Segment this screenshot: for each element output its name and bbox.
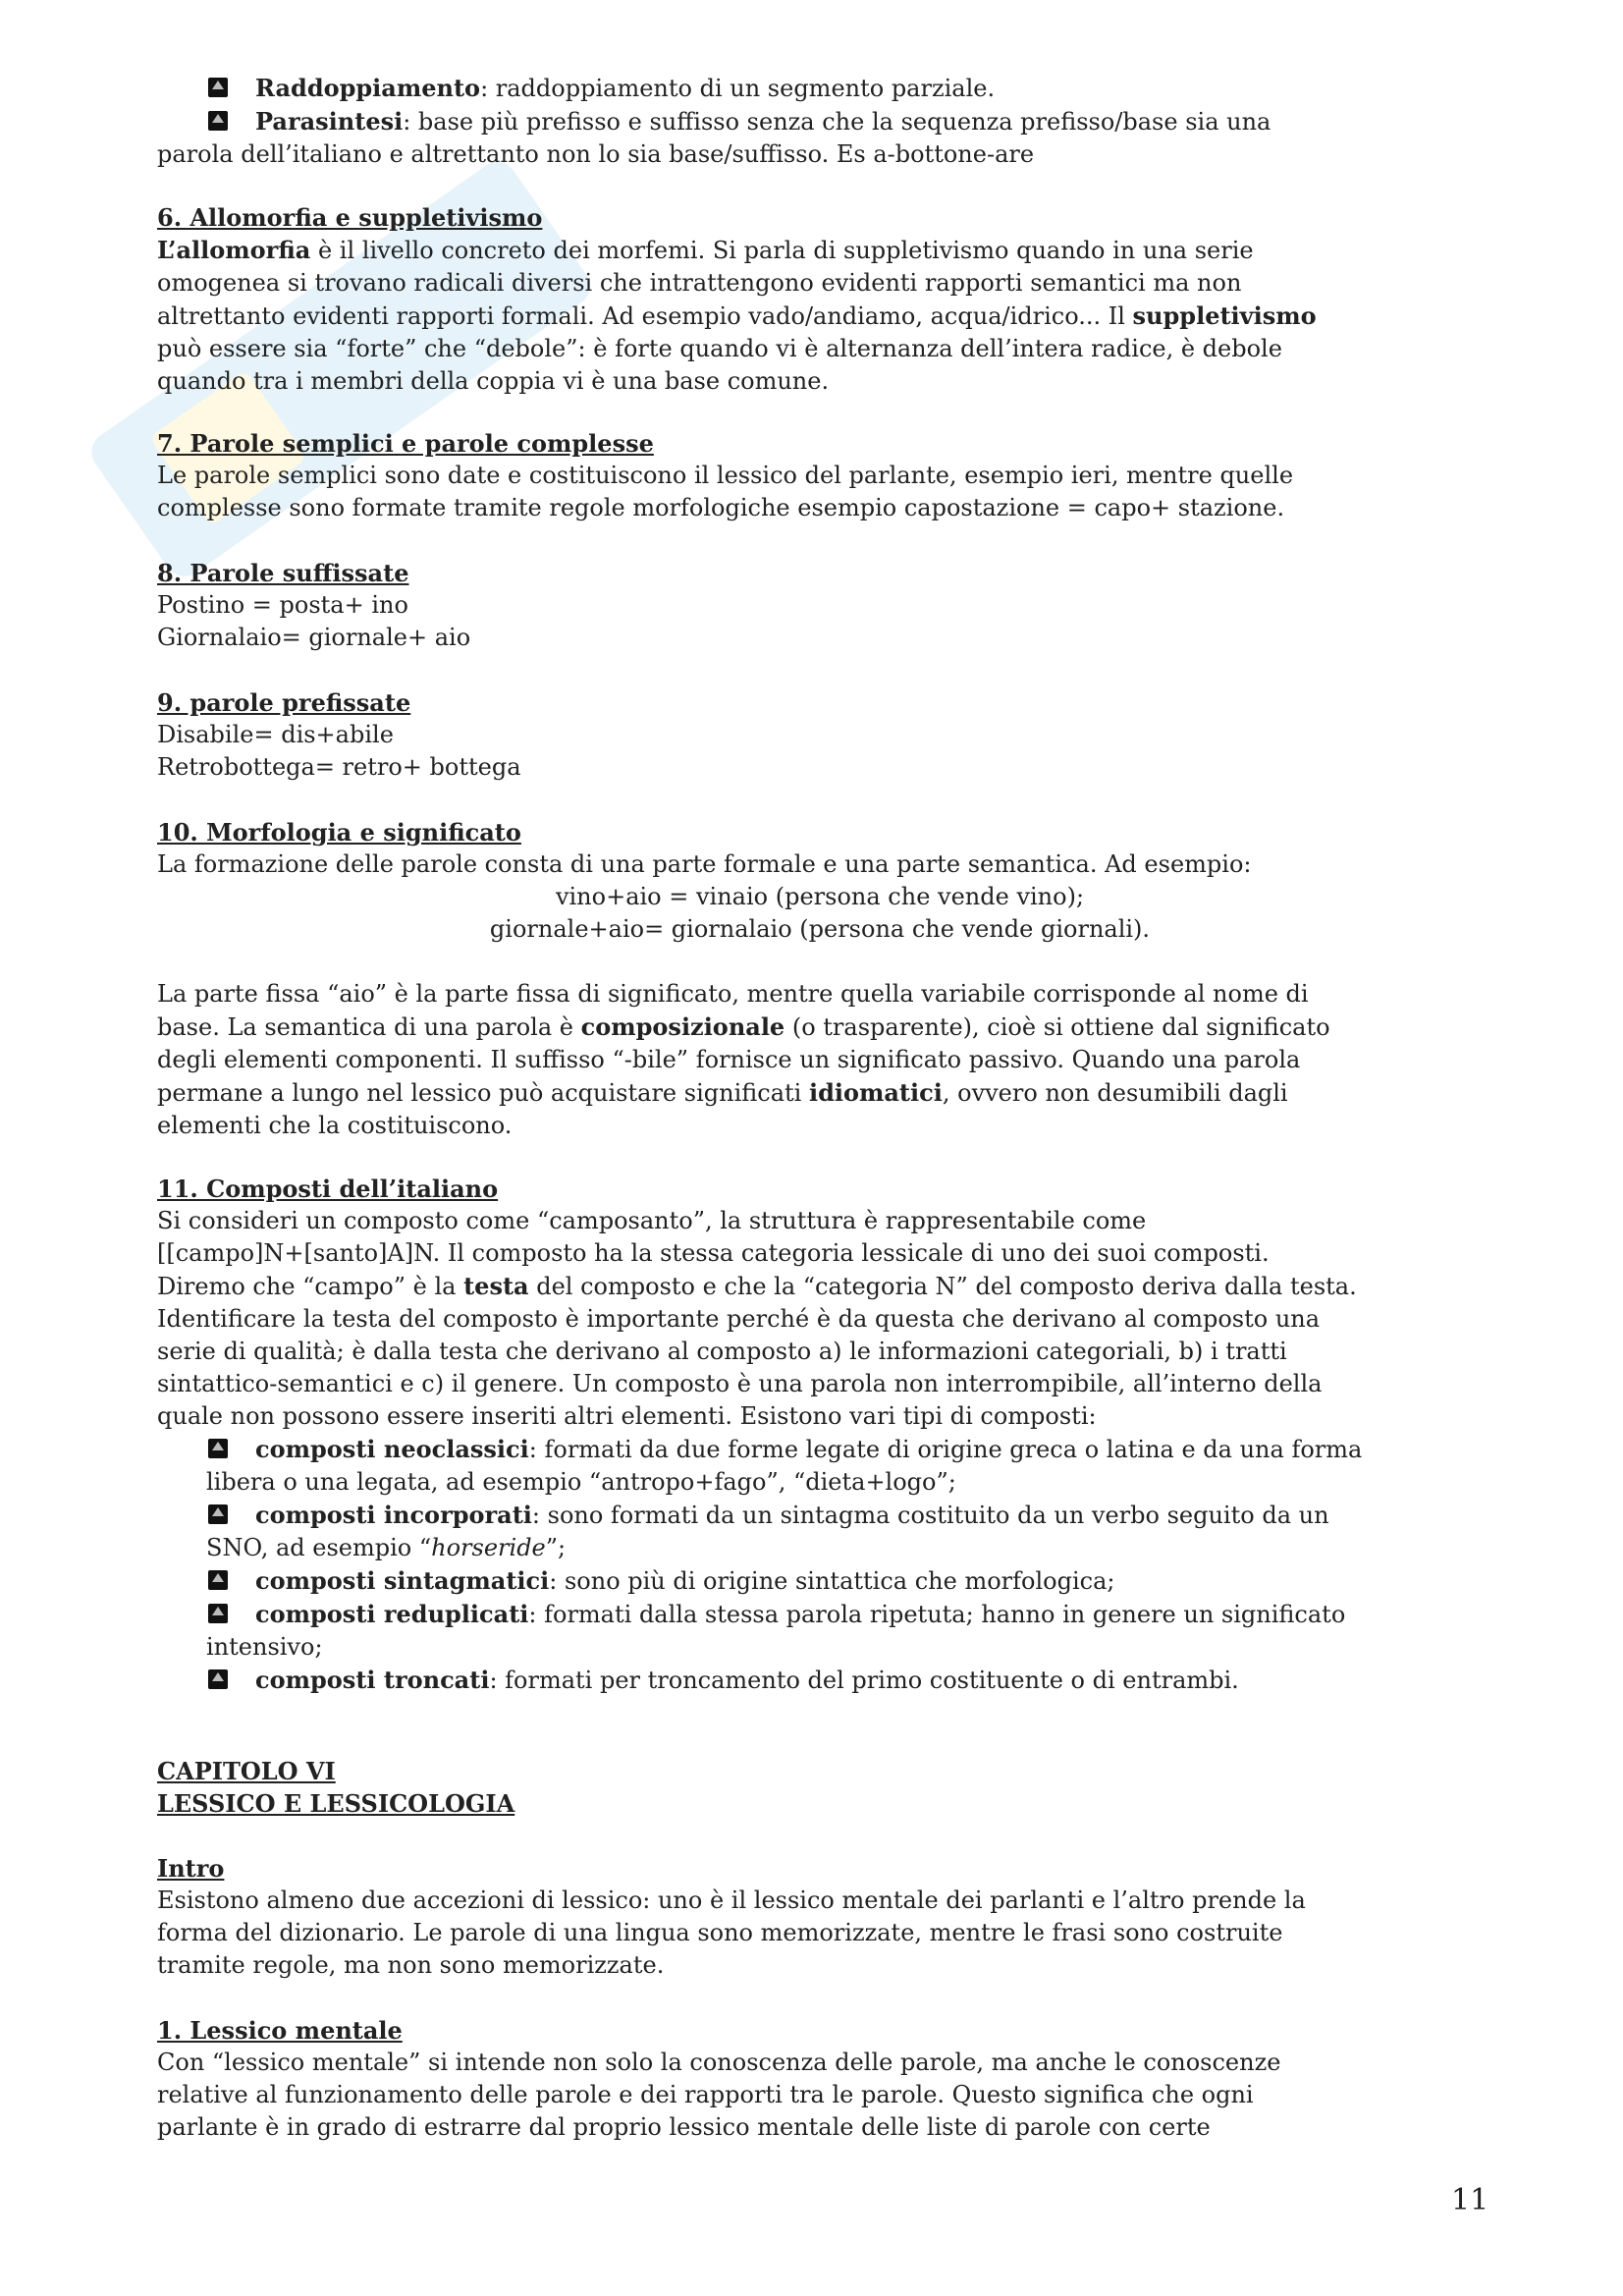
list-item <box>157 1564 1483 1598</box>
example-line: Retrobottega= retro+ bottega <box>157 753 521 781</box>
term: composizionale <box>580 1012 785 1041</box>
definition: : formati da due forme legate di origine greca o latina e da una forma <box>528 1436 1363 1463</box>
definition: : sono formati da un sintagma costituito da un verbo seguito da un <box>531 1502 1329 1529</box>
section-heading: 9. parole prefissate <box>157 688 411 717</box>
paragraph-line: Esistono almeno due accezioni di lessico: uno è il lessico mentale dei parlanti e l’altro prende la <box>157 1886 1306 1914</box>
bullet-arrow-icon <box>208 1439 228 1458</box>
paragraph-line: Con “lessico mentale” si intende non solo la conoscenza delle parole, ma anche le conoscenze <box>157 2049 1281 2076</box>
list-item <box>157 1499 1483 1532</box>
paragraph-line: complesse sono formate tramite regole morfologiche esempio capostazione = capo+ stazione. <box>157 494 1285 521</box>
term: composti neoclassici <box>255 1435 529 1463</box>
definition: : sono più di origine sintattica che morfologica; <box>549 1567 1115 1595</box>
example-line: Disabile= dis+abile <box>157 721 394 748</box>
example-line: Giornalaio= giornale+ aio <box>157 624 471 651</box>
section-8 <box>157 557 1483 654</box>
list-item <box>157 1664 1483 1697</box>
paragraph-line: [[campo]N+[santo]A]N. Il composto ha la stessa categoria lessicale di uno dei suoi composti. <box>157 1239 1270 1267</box>
example-line: Postino = posta+ ino <box>157 591 408 619</box>
text: , ovvero non desumibili dagli <box>942 1079 1288 1107</box>
text: è il livello concreto dei morfemi. Si parla di suppletivismo quando in una serie <box>310 237 1254 264</box>
paragraph-line: La parte fissa “aio” è la parte fissa di significato, mentre quella variabile corrisponde al nome di <box>157 980 1309 1008</box>
bullet-arrow-icon <box>208 1570 228 1590</box>
paragraph-line: parlante è in grado di estrarre dal proprio lessico mentale delle liste di parole con certe <box>157 2113 1211 2141</box>
paragraph-line: forma del dizionario. Le parole di una lingua sono memorizzate, mentre le frasi sono costruite <box>157 1919 1283 1946</box>
section-heading: 1. Lessico mentale <box>157 2016 403 2045</box>
paragraph-line: relative al funzionamento delle parole e dei rapporti tra le parole. Questo significa che ogni <box>157 2081 1254 2108</box>
chapter-heading <box>157 1755 1483 1820</box>
paragraph-line: omogenea si trovano radicali diversi che intrattengono evidenti rapporti semantici ma non <box>157 269 1242 297</box>
definition: : base più prefisso e suffisso senza che la sequenza prefisso/base sia una <box>403 108 1271 136</box>
paragraph-line: Si consideri un composto come “camposanto”, la struttura è rappresentabile come <box>157 1207 1147 1234</box>
definition: : formati per troncamento del primo costituente o di entrambi. <box>489 1667 1239 1694</box>
bullet-arrow-icon <box>208 111 228 131</box>
paragraph-line: sintattico-semantici e c) il genere. Un composto è una parola non interrompibile, all’interno della <box>157 1370 1323 1397</box>
term: composti troncati <box>255 1666 490 1694</box>
paragraph-line: Identificare la testa del composto è importante perché è da questa che derivano al composto una <box>157 1305 1321 1333</box>
bullet-arrow-icon <box>208 1669 228 1689</box>
section-6 <box>157 201 1483 398</box>
list-item <box>157 1598 1483 1631</box>
paragraph-line <box>157 1011 1483 1044</box>
section-heading: Intro <box>157 1854 225 1883</box>
text: (o trasparente), cioè si ottiene dal significato <box>784 1013 1330 1041</box>
paragraph-line: degli elementi componenti. Il suffisso “-bile” fornisce un significato passivo. Quando una parola <box>157 1046 1301 1073</box>
section-heading: 7. Parole semplici e parole complesse <box>157 429 654 458</box>
list-item <box>157 105 1483 138</box>
page-number: 11 <box>1451 2183 1489 2217</box>
section-heading: 8. Parole suffissate <box>157 559 409 587</box>
term: composti reduplicati <box>255 1600 529 1628</box>
definition-continued: parola dell’italiano e altrettanto non lo sia base/suffisso. Es a-bottone-are <box>157 140 1035 168</box>
term: composti sintagmatici <box>255 1566 550 1595</box>
section-intro <box>157 1852 1483 1982</box>
text: altrettanto evidenti rapporti formali. Ad esempio vado/andiamo, acqua/idrico... Il <box>157 302 1133 330</box>
bullet-arrow-icon <box>208 1504 228 1524</box>
term: L’allomorfia <box>157 236 311 264</box>
paragraph-line <box>157 1270 1483 1303</box>
text: permane a lungo nel lessico può acquistare significati <box>157 1079 809 1107</box>
text: base. La semantica di una parola è <box>157 1013 581 1041</box>
definition: : formati dalla stessa parola ripetuta; hanno in genere un significato <box>528 1601 1346 1628</box>
chapter-title: LESSICO E LESSICOLOGIA <box>157 1789 515 1818</box>
definition-continued: intensivo; <box>206 1633 323 1661</box>
paragraph <box>157 234 1483 267</box>
paragraph-line: La formazione delle parole consta di una parte formale e una parte semantica. Ad esempio: <box>157 850 1252 878</box>
text: Diremo che “campo” è la <box>157 1273 464 1300</box>
paragraph-line: può essere sia “forte” che “debole”: è forte quando vi è alternanza dell’intera radice, è debole <box>157 335 1282 362</box>
example-word: horseride <box>431 1534 546 1561</box>
list-item <box>157 72 1483 105</box>
term: idiomatici <box>808 1078 943 1107</box>
paragraph-line: Le parole semplici sono date e costituiscono il lessico del parlante, esempio ieri, mentre quelle <box>157 462 1294 489</box>
bullet-arrow-icon <box>208 1604 228 1623</box>
term: testa <box>463 1272 529 1300</box>
term: suppletivismo <box>1132 301 1317 330</box>
definition-continued: libera o una legata, ad esempio “antropo+fago”, “dieta+logo”; <box>206 1468 956 1496</box>
paragraph-line <box>157 300 1483 333</box>
term: Parasintesi <box>255 107 404 136</box>
section-9 <box>157 686 1483 784</box>
example-line: vino+aio = vinaio (persona che vende vino); <box>555 883 1085 910</box>
section-10 <box>157 816 1483 1142</box>
section-heading: 6. Allomorfia e suppletivismo <box>157 203 543 232</box>
paragraph-line <box>157 1076 1483 1110</box>
text: del composto e che la “categoria N” del composto deriva dalla testa. <box>528 1273 1357 1300</box>
bullet-arrow-icon <box>208 78 228 97</box>
term: composti incorporati <box>255 1501 532 1529</box>
chapter-number: CAPITOLO VI <box>157 1757 336 1785</box>
list-item <box>157 1433 1483 1466</box>
paragraph-line: quando tra i membri della coppia vi è una base comune. <box>157 367 830 395</box>
section-1-lessico-mentale <box>157 2014 1483 2144</box>
paragraph-line: serie di qualità; è dalla testa che derivano al composto a) le informazioni categoriali, b) i tratti <box>157 1338 1287 1365</box>
intro-bullets <box>157 72 1483 171</box>
text: ”; <box>545 1534 567 1561</box>
paragraph-line: quale non possono essere inseriti altri elementi. Esistono vari tipi di composti: <box>157 1402 1097 1430</box>
definition-continued <box>157 1532 1483 1564</box>
paragraph-line: elementi che la costituiscono. <box>157 1112 513 1139</box>
section-heading: 10. Morfologia e significato <box>157 818 521 847</box>
term: Raddoppiamento <box>255 74 481 102</box>
text: SNO, ad esempio “ <box>206 1534 432 1561</box>
paragraph-line: tramite regole, ma non sono memorizzate. <box>157 1951 665 1979</box>
definition: : raddoppiamento di un segmento parziale. <box>480 75 996 102</box>
example-line: giornale+aio= giornalaio (persona che vende giornali). <box>489 915 1151 943</box>
section-heading: 11. Composti dell’italiano <box>157 1175 499 1203</box>
section-11 <box>157 1173 1483 1697</box>
section-7 <box>157 427 1483 524</box>
